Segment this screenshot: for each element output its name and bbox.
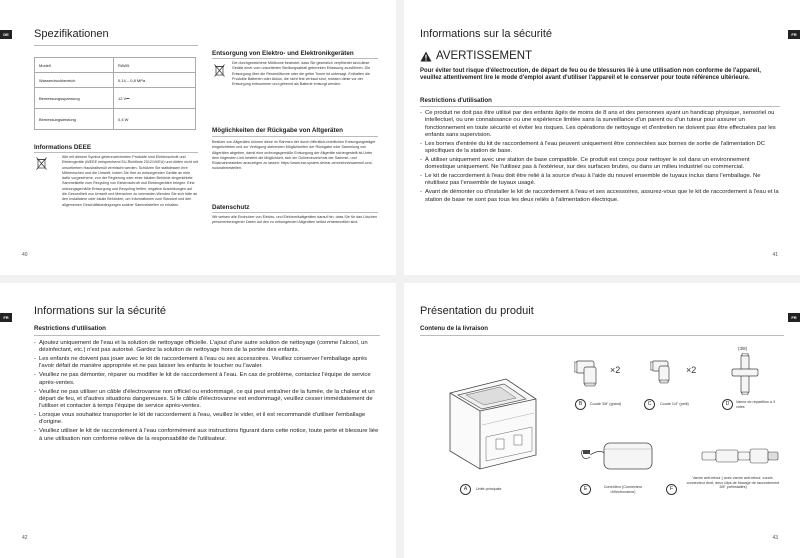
- list-item: - Veuillez ne pas utiliser un câble d'électrovanne non officiel ou endommagé, ce qui peut entraîner de la fumée, de la chaleur et un départ de feu, et d'autres situations dangereuses. Si le câble d'électrovanne est endommagé, veuillez cesser immédiatement de l'utiliser et contacter à temps l'équipe de service après-ventes.: [34, 389, 380, 411]
- quantity-c: ×2: [686, 365, 697, 375]
- disposal-text: Die durchgestrichene Mülltonne bedeutet, dass Sie gesetzlich verpflichtet sind,diese Geräte einer vom unsortierten Siedlungsabfall getrennten Erfassung zuzuführen. Die Entsorgung über die Restmülltonne oder die gelbe Tonne ist untersagt. Enthalten die Produkte Batterien oder Akkus, die nicht fest verbaut sind, müssen diese vor der Entsorgung entnommen und getrennt als Batterie entsorgt werden.: [232, 61, 371, 87]
- section-divider: [34, 335, 380, 336]
- list-item: - Le kit de raccordement à l'eau doit être relié à la source d'eau à l'aide du nouvel ensemble de tuyaux inclus dans l'emballage. Ne réutilisez pas l'ensemble de tuyaux usagé.: [420, 173, 780, 188]
- part-label-b: Coude 3/8" (grand): [590, 402, 622, 406]
- section-divider: [420, 335, 784, 336]
- elbow-3-8-illustration: [574, 353, 602, 389]
- restrictions-heading: Restrictions d'utilisation: [34, 325, 106, 332]
- list-item: - Ce produit ne doit pas être utilisé par des enfants âgés de moins de 8 ans et des personnes ayant un handicap physique, sensoriel ou intellectuel, ou une connaissance ou une expérience limitée sans la surveillance d'un parent ou d'un tuteur pour assurer un fonctionnement en toute sécurité et éviter les risques. Les opérations de nettoyage et d'entretien ne doivent pas être effectuées par les enfants sans supervision.: [420, 110, 780, 139]
- page-42: [0, 283, 396, 558]
- page-number: 40: [22, 252, 28, 258]
- page-43: [404, 283, 800, 558]
- language-tab: FR: [788, 30, 800, 39]
- deee-heading: Informations DEEE: [34, 144, 92, 151]
- table-row: Bemessungsspannung 12 V⎓: [35, 88, 196, 109]
- page-title: Informations sur la sécurité: [420, 28, 553, 40]
- part-letter-c: C: [644, 399, 655, 410]
- list-item: - À utiliser uniquement avec une station de base compatible. Ce produit est conçu pour nettoyer le sol dans un environnement domestique uniquement. Ne l'utilisez pas à l'extérieur, sur des surfaces brutes, ou dans un milieu industriel ou commercial.: [420, 157, 780, 172]
- privacy-heading: Datenschutz: [212, 204, 250, 211]
- language-tab: FR: [0, 313, 12, 322]
- privacy-text: Wir weisen alle Endnutzer von Elektro- und Elektronikaltgeräten darauf hin, dass Sie für das Löschen personenbezogener Daten auf den zu entsorgenden Altgeräten selbst verantwortlich sind.: [212, 215, 378, 225]
- section-divider: [34, 152, 198, 153]
- list-item: - Lorsque vous souhaitez transporter le kit de raccordement à l'eau, veuillez le vider, et il est recommandé d'utiliser l'emballage d'origine.: [34, 412, 380, 427]
- warning-icon: [420, 51, 432, 62]
- section-divider: [212, 136, 378, 137]
- page-number: 42: [22, 535, 28, 541]
- part-label-c: Coude 1/4" (petit): [660, 402, 689, 406]
- restrictions-list: [420, 110, 780, 206]
- quantity-b: ×2: [610, 365, 621, 375]
- list-item: - Veuillez ne pas démonter, réparer ou modifier le kit de raccordement à l'eau. En cas de problème, contactez l'équipe de service après-ventes.: [34, 372, 380, 387]
- table-row: Bemessungsleistung 0,4 W: [35, 109, 196, 130]
- part-letter-f: F: [666, 484, 677, 495]
- controller-illustration: [580, 435, 660, 477]
- page-40: [0, 0, 396, 275]
- check-valve-illustration: [700, 445, 780, 467]
- deee-text: Alle mit diesem Symbol gekennzeichneten Produkte sind Elektroschrott und Elektrogeräte (WEEE entsprechend EU-Richtlinie 2012/19/EU) und dürfen nicht mit unsortiertem Haushaltsmüll vermischt werden. Schützen Sie stattdessen Ihre Mitmenschen und die Umwelt, indem Sie Ihre zu entsorgenden Geräte an eine dafür vorgesehene, von der Regierung oder einer lokalen Behörde eingerichtete Sammelstelle zum Recycling von Elektroschrott und Elektrogeräten bringen. Eine ordnungsgemäße Entsorgung und Recycling helfen, negative Auswirkungen auf die Gesundheit von Umwelt und Menschen zu vermeiden.Wenden Sie sich bitte an den Installateur oder lokale Behörden, um Informationen zum Standort und den allgemeinen Geschäftsbedingungen solcher Sammelstellen zu erhalten.: [62, 155, 198, 207]
- part-label-e: Contrôleur (Connecteur d'électrovanne): [603, 485, 643, 494]
- list-item: - Les enfants ne doivent pas jouer avec le kit de raccordement à l'eau ou ses accessoires. Veuillez conserver l'emballage après l'avoir défait de manière appropriée et ne pas laisser les enfants le toucher ou l'avaler.: [34, 356, 380, 371]
- restrictions-list: [34, 340, 380, 444]
- list-item: - Les bornes d'entrée du kit de raccordement à l'eau peuvent uniquement être connectées aux bornes de sortie de l'alimentation DC spécifiques de la station de base.: [420, 141, 780, 156]
- list-item: - Avant de démonter ou d'installer le kit de raccordement à l'eau et ses accessoires, assurez-vous que le kit de raccordement à l'eau et la station de base ne sont pas tous les deux reliés à l'alimentation électrique.: [420, 189, 780, 204]
- title-divider: [34, 45, 198, 46]
- list-item: - Veuillez utiliser le kit de raccordement à l'eau conformément aux instructions figurant dans cette notice, toute perte et blessure liée à une utilisation non conforme relève de la responsabilité de l'utilisateur.: [34, 428, 380, 443]
- return-text: Besitzer von Altgeräten können diese im Rahmen der durch öffentlich-rechtlichen Entsorgungsträger eingerichteten und zur Verfügung stehenden Möglichkeiten der Rückgabe oder Sammlung von Altgeräten abgeben, damit eine ordnungsgemäße Entsorgung der Altgeräte sichergestellt ist.Unter dem folgenden Link besteht die Möglichkeit, sich ein Onlineverzeichnis der Sammel- und Rücknahmestellen anzuzeigen zu lassen: https://www.ear-system.de/ear-verzeichnis/sammel-und-rucknahmestellen.: [212, 140, 376, 171]
- language-tab: DE: [0, 30, 12, 39]
- return-heading: Möglichkeiten der Rückgabe von Altgeräten: [212, 127, 343, 134]
- crossed-bin-icon: [36, 157, 47, 170]
- part-letter-e: E: [580, 484, 591, 495]
- section-divider: [212, 58, 378, 59]
- part-letter-d: D: [722, 399, 733, 410]
- valve-size-label: (3/8): [738, 346, 748, 351]
- section-divider: [212, 212, 378, 213]
- spec-table: [34, 57, 196, 130]
- part-label-f: Vanne anti-retour ( avec vanne anti-retour, coude, connecteur droit, deux clips de blocage de raccordement 3/8" préinstallés): [686, 476, 780, 490]
- list-item: - Ajoutez uniquement de l'eau et la solution de nettoyage officielle. L'ajout d'une autre solution de nettoyage (comme l'alcool, un désinfectant, etc.) n'est pas autorisé. Gardez la solution de nettoyage hors de la portée des enfants.: [34, 340, 380, 355]
- elbow-1-4-illustration: [650, 355, 676, 387]
- section-divider: [420, 106, 780, 107]
- part-letter-a: A: [460, 484, 471, 495]
- page-41: [404, 0, 800, 275]
- warning-label: AVERTISSEMENT: [436, 50, 533, 62]
- part-label-a: Unité principale: [476, 487, 502, 491]
- warning-heading: [420, 50, 532, 62]
- disposal-heading: Entsorgung von Elektro- und Elektronikgeräten: [212, 50, 354, 57]
- delivery-contents-heading: Contenu de la livraison: [420, 325, 489, 332]
- page-title: Spezifikationen: [34, 28, 109, 40]
- restrictions-heading: Restrictions d'utilisation: [420, 97, 492, 104]
- page-number: 41: [772, 252, 778, 258]
- language-tab: FR: [788, 313, 800, 322]
- part-label-d: Vanne de répartition à 3 voies: [736, 400, 776, 409]
- table-row: Modell RAW5: [35, 58, 196, 73]
- part-letter-b: B: [575, 399, 586, 410]
- table-row: Wasserdruckbereich 0,14 – 0,8 MPa: [35, 73, 196, 88]
- warning-intro: Pour éviter tout risque d'électrocution, de départ de feu ou de blessures lié à une utilisation non conforme de l'appareil, veuillez attentivement lire le mode d'emploi avant d'utiliser l'appareil et le conserver pour toute référence ultérieure.: [420, 68, 761, 82]
- main-unit-illustration: [440, 365, 542, 473]
- three-way-valve-illustration: [730, 353, 760, 395]
- page-title: Informations sur la sécurité: [34, 305, 167, 317]
- crossed-bin-icon: [214, 64, 225, 77]
- page-title: Présentation du produit: [420, 305, 534, 317]
- page-number: 43: [772, 535, 778, 541]
